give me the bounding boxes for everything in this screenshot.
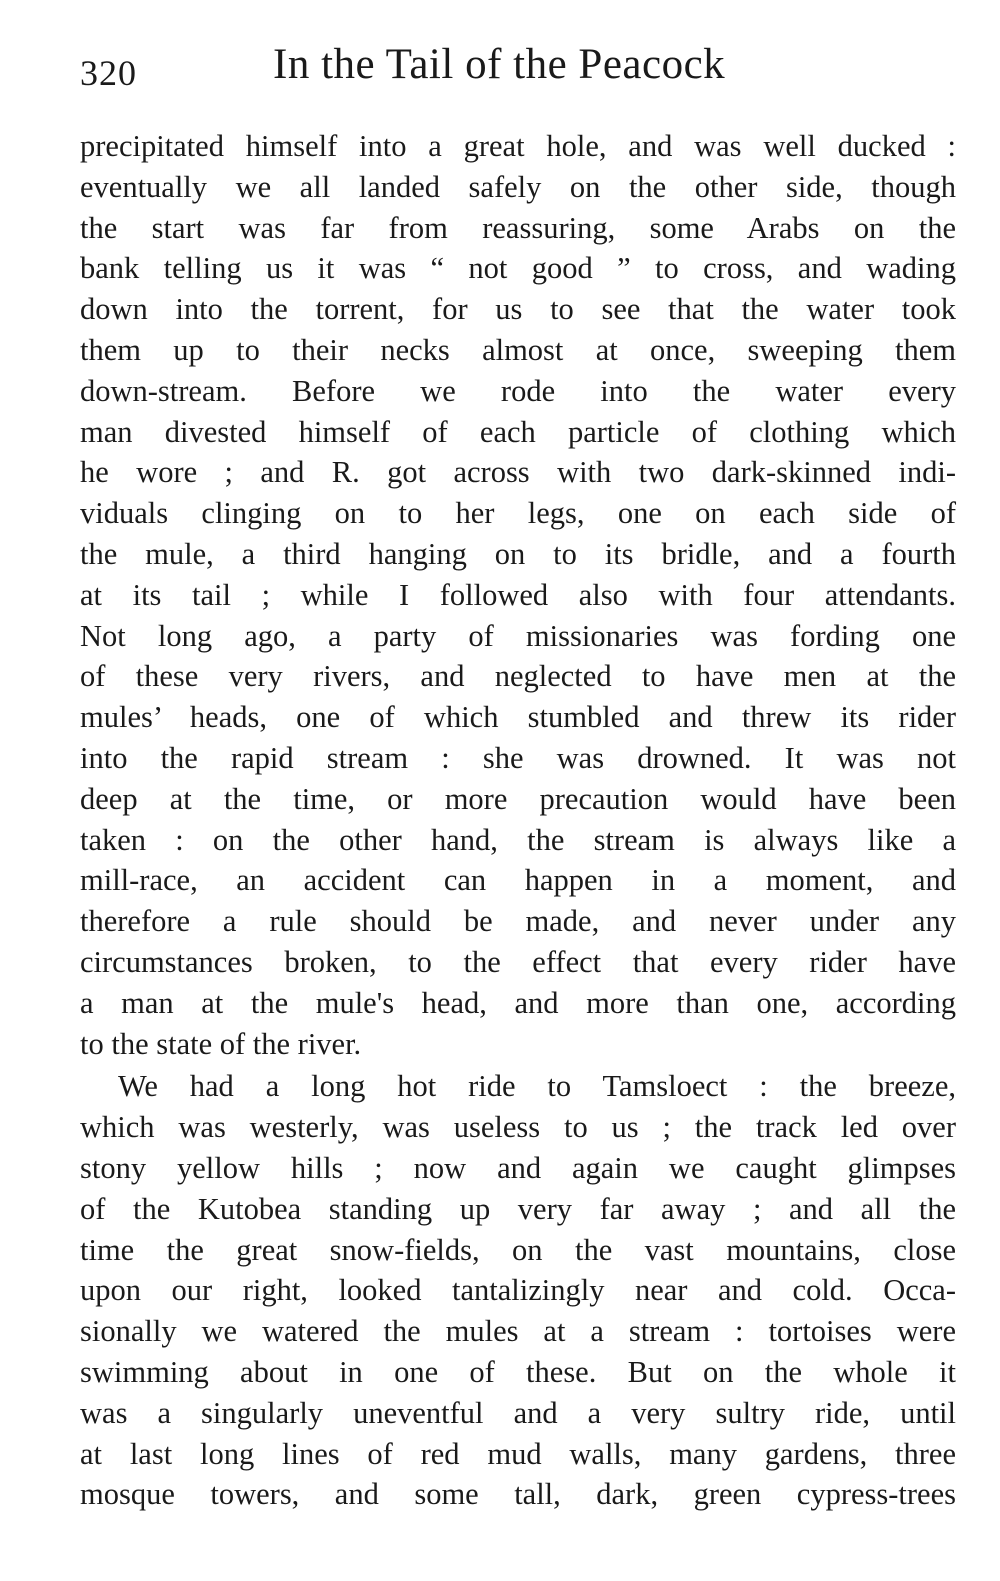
text-line: mill-race, an accident can happen in a moment, and: [80, 863, 956, 898]
text-line: a man at the mule's head, and more than one, according: [80, 985, 956, 1020]
text-line: deep at the time, or more precaution would have been: [80, 781, 956, 816]
text-line: taken : on the other hand, the stream is always like a: [80, 822, 956, 857]
text-line: the start was far from reassuring, some Arabs on the: [80, 210, 956, 245]
text-line: them up to their necks almost at once, sweeping them: [80, 332, 956, 367]
text-line: of the Kutobea standing up very far away ; and all the: [80, 1191, 956, 1226]
text-line: down into the torrent, for us to see that the water took: [80, 292, 956, 327]
text-line: We had a long hot ride to Tamsloect : the breeze,: [118, 1069, 956, 1104]
page-number: 320: [80, 53, 137, 93]
text-line: mules’ heads, one of which stumbled and threw its rider: [80, 700, 956, 735]
text-line: swimming about in one of these. But on the whole it: [80, 1354, 956, 1389]
text-line: he wore ; and R. got across with two dark-skinned indi-: [80, 455, 956, 490]
text-line: upon our right, looked tantalizingly near and cold. Occa-: [80, 1273, 956, 1308]
text-line: therefore a rule should be made, and never under any: [80, 904, 956, 939]
text-line: down-stream. Before we rode into the water every: [80, 373, 956, 408]
text-line: at last long lines of red mud walls, many gardens, three: [80, 1436, 956, 1471]
text-line: the mule, a third hanging on to its bridle, and a fourth: [80, 536, 956, 571]
paragraph: [80, 126, 956, 1064]
text-line: stony yellow hills ; now and again we caught glimpses: [80, 1150, 956, 1185]
text-line: circumstances broken, to the effect that every rider have: [80, 944, 956, 979]
text-line: to the state of the river.: [80, 1026, 362, 1061]
text-line: was a singularly uneventful and a very sultry ride, until: [80, 1395, 956, 1430]
text-line: of these very rivers, and neglected to have men at the: [80, 659, 956, 694]
text-line: bank telling us it was “ not good ” to cross, and wading: [80, 251, 956, 286]
text-line: into the rapid stream : she was drowned. It was not: [80, 740, 956, 775]
text-line: time the great snow-fields, on the vast mountains, close: [80, 1232, 956, 1267]
text-line: eventually we all landed safely on the other side, though: [80, 169, 956, 204]
running-title: In the Tail of the Peacock: [273, 41, 726, 88]
body-text: [80, 126, 956, 1515]
text-line: man divested himself of each particle of clothing which: [80, 414, 956, 449]
text-line: at its tail ; while I followed also with four attendants.: [80, 577, 956, 612]
text-line: Not long ago, a party of missionaries was fording one: [80, 618, 956, 653]
text-line: which was westerly, was useless to us ; the track led over: [80, 1110, 956, 1145]
text-line: sionally we watered the mules at a stream : tortoises were: [80, 1314, 956, 1349]
text-line: viduals clinging on to her legs, one on each side of: [80, 496, 956, 531]
page-header: [80, 40, 956, 100]
text-line: mosque towers, and some tall, dark, green cypress-trees: [80, 1477, 956, 1512]
text-line: precipitated himself into a great hole, and was well ducked :: [80, 129, 956, 163]
paragraph: [80, 1066, 956, 1515]
